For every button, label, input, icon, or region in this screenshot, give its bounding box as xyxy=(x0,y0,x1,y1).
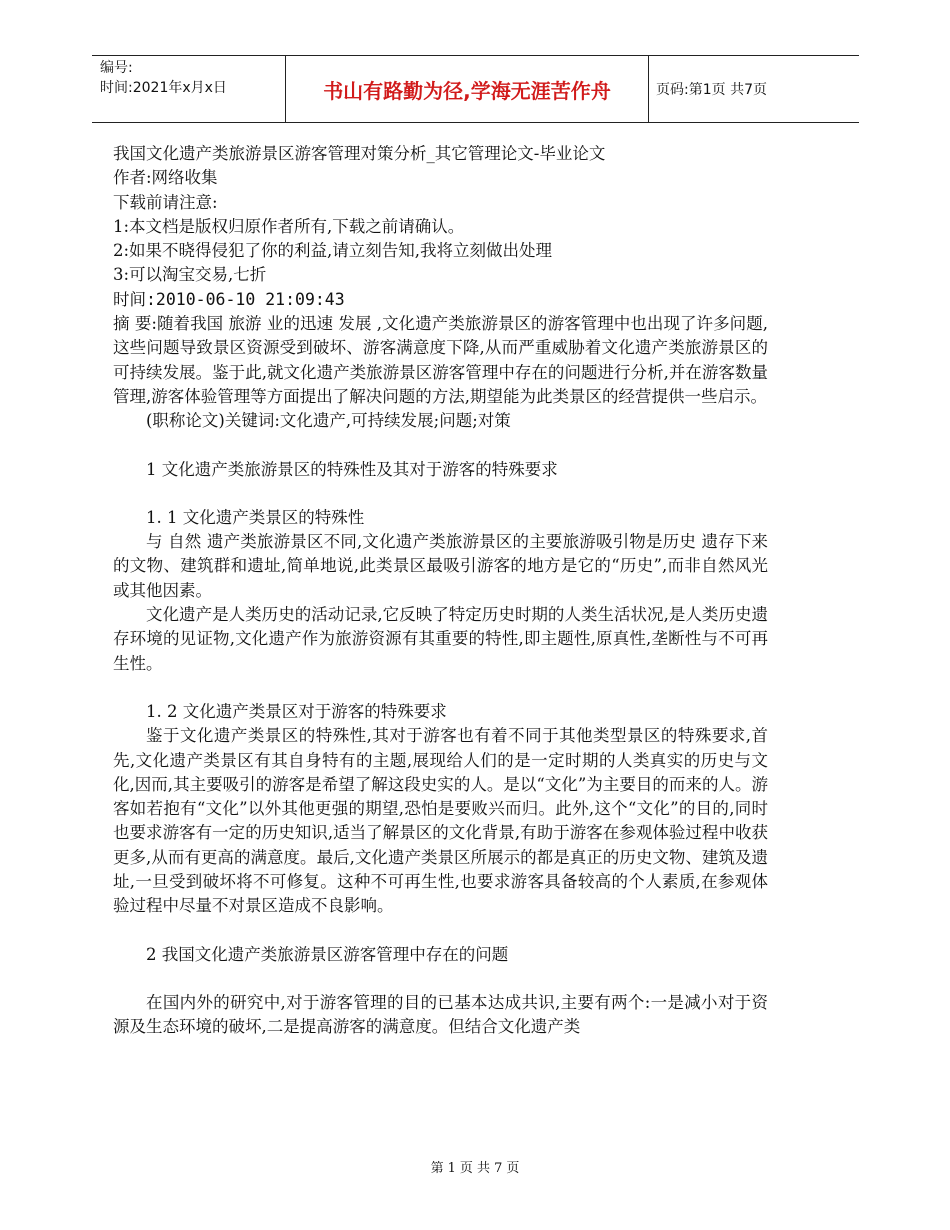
author-line: 作者:网络收集 xyxy=(113,168,218,188)
motto: 书山有路勤为径,学海无涯苦作舟 xyxy=(285,56,649,122)
paragraph: 在国内外的研究中,对于游客管理的目的已基本达成共识,主要有两个:一是减小对于资源及生态环境的破坏,二是提高游客的满意度。但结合文化遗产类 xyxy=(113,992,768,1037)
footer-mid: 页 共 xyxy=(459,1161,491,1176)
header-meta xyxy=(100,58,227,98)
subsection-heading-1-2: 1. 2 文化遗产类景区对于游客的特殊要求 xyxy=(146,701,447,721)
paragraph: 与 自然 遗产类旅游景区不同,文化遗产类旅游景区的主要旅游吸引物是历史 遗存下来的文物、建筑群和遗址,简单地说,此类景区最吸引游客的地方是它的“历史”,而非自然风光或其他因素。 xyxy=(113,532,768,600)
page-info: 页码:第1页 共7页 xyxy=(656,82,767,98)
footer-suffix: 页 xyxy=(506,1161,520,1176)
footer-page-number: 1 xyxy=(447,1161,456,1176)
paragraph: 文化遗产是人类历史的活动记录,它反映了特定历史时期的人类生活状况,是人类历史遗存环境的见证物,文化遗产作为旅游资源有其重要的特性,即主题性,原真性,垄断性与不可再生性。 xyxy=(113,605,768,673)
footer-total-pages: 7 xyxy=(494,1161,503,1176)
notice-item-1: 1:本文档是版权归原作者所有,下载之前请确认。 xyxy=(113,216,465,236)
datetime-line: 时间:2010-06-10 21:09:43 xyxy=(113,289,345,309)
notice-heading: 下载前请注意: xyxy=(113,192,218,212)
section-heading-2: 2 我国文化遗产类旅游景区游客管理中存在的问题 xyxy=(146,944,509,964)
time-label: 时间:2021年x月x日 xyxy=(100,80,227,96)
notice-item-2: 2:如果不晓得侵犯了你的利益,请立刻告知,我将立刻做出处理 xyxy=(113,241,553,261)
document-body xyxy=(113,142,768,1040)
page-header xyxy=(92,55,859,123)
paragraph: 鉴于文化遗产类景区的特殊性,其对于游客也有着不同于其他类型景区的特殊要求,首先,文化遗产类景区有其自身特有的主题,展现给人们的是一定时期的人类真实的历史与文化,因而,其主要吸引的游客是希望了解这段史实的人。是以“文化”为主要目的而来的人。游客如若抱有“文化”以外其他更强的期望,恐怕是要败兴而归。此外,这个“文化”的目的,同时也要求游客有一定的历史知识,适当了解景区的文化背景,有助于游客在参观体验过程中收获更多,从而有更高的满意度。最后,文化遗产类景区所展示的都是真正的历史文物、建筑及遗址,一旦受到破坏将不可修复。这种不可再生性,也要求游客具备较高的个人素质,在参观体验过程中尽量不对景区造成不良影响。 xyxy=(113,726,768,916)
document-title: 我国文化遗产类旅游景区游客管理对策分析_其它管理论文-毕业论文 xyxy=(113,144,606,163)
page-footer xyxy=(0,1157,950,1176)
section-heading-1: 1 文化遗产类旅游景区的特殊性及其对于游客的特殊要求 xyxy=(146,459,558,479)
keywords: (职称论文)关键词:文化遗产,可持续发展;问题;对策 xyxy=(146,411,511,431)
subsection-heading-1-1: 1. 1 文化遗产类景区的特殊性 xyxy=(146,507,365,527)
footer-prefix: 第 xyxy=(430,1161,444,1176)
abstract: 摘 要:随着我国 旅游 业的迅速 发展 ,文化遗产类旅游景区的游客管理中也出现了许多问题,这些问题导致景区资源受到破坏、游客满意度下降,从而严重威胁着文化遗产类旅游景区的可持续发展。鉴于此,就文化遗产类旅游景区游客管理中存在的问题进行分析,并在游客数量管理,游客体验管理等方面提出了解决问题的方法,期望能为此类景区的经营提供一些启示。 xyxy=(113,314,768,406)
notice-item-3: 3:可以淘宝交易,七折 xyxy=(113,265,267,285)
number-label: 编号: xyxy=(100,60,133,76)
